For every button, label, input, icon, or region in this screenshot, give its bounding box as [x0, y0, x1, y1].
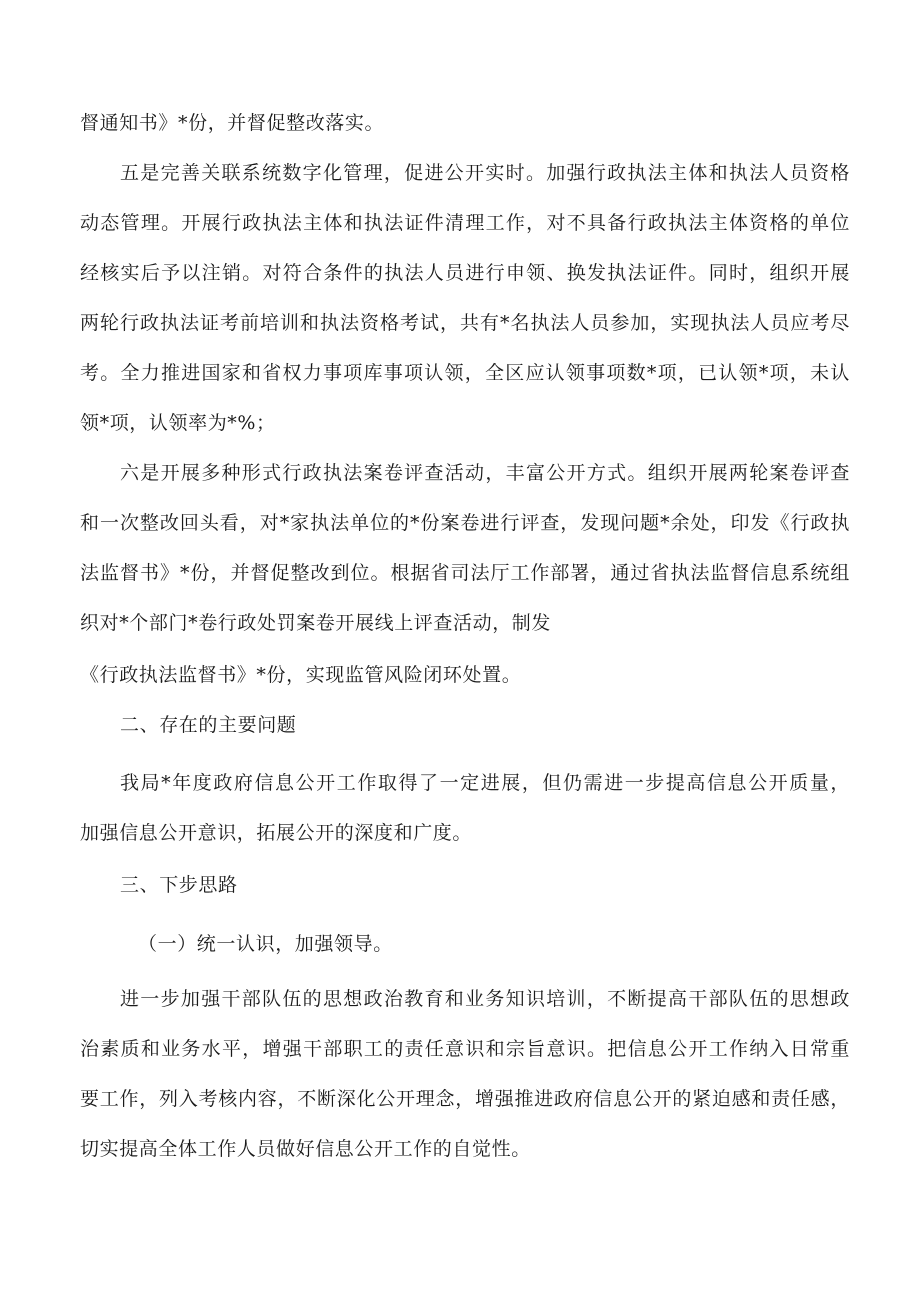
- text-line: 要工作，列入考核内容，不断深化公开理念，增强推进政府信息公开的紧迫感和责任感，: [80, 1088, 850, 1110]
- text-line: 动态管理。开展行政执法主体和执法证件清理工作，对不具备行政执法主体资格的单位: [80, 212, 850, 234]
- text-line: 织对*个部门*卷行政处罚案卷开展线上评查活动，制发: [80, 612, 552, 634]
- text-line: 六是开展多种形式行政执法案卷评查活动，丰富公开方式。组织开展两轮案卷评查: [120, 462, 850, 484]
- text-line: 五是完善关联系统数字化管理，促进公开实时。加强行政执法主体和执法人员资格: [120, 162, 850, 184]
- section-heading-problems: [80, 710, 850, 741]
- heading-text: 三、下步思路: [120, 874, 238, 896]
- heading-text: 二、存在的主要问题: [120, 714, 297, 736]
- paragraph-continuation-2: [80, 660, 850, 691]
- text-line: 领*项，认领率为*%；: [80, 412, 276, 434]
- heading-text: （一）统一认识，加强领导。: [138, 933, 393, 955]
- text-line: 和一次整改回头看，对*家执法单位的*份案卷进行评查，发现问题*余处，印发《行政执: [80, 512, 850, 534]
- text-line: 经核实后予以注销。对符合条件的执法人员进行申领、换发执法证件。同时，组织开展: [80, 262, 850, 284]
- text-line: 切实提高全体工作人员做好信息公开工作的自觉性。: [80, 1138, 531, 1160]
- text-line: 加强信息公开意识，拓展公开的深度和广度。: [80, 822, 473, 844]
- paragraph-unify: [80, 984, 850, 1165]
- text-line: 进一步加强干部队伍的思想政治教育和业务知识培训，不断提高干部队伍的思想政: [120, 988, 850, 1010]
- text-line: 我局*年度政府信息公开工作取得了一定进展，但仍需进一步提高信息公开质量，: [120, 772, 850, 794]
- text-line: 《行政执法监督书》*份，实现监管风险闭环处置。: [80, 664, 522, 686]
- paragraph-continuation: [80, 108, 850, 139]
- text-line: 督通知书》*份，并督促整改落实。: [80, 112, 385, 134]
- text-line: 考。全力推进国家和省权力事项库事项认领，全区应认领事项数*项，已认领*项，未认: [80, 362, 850, 384]
- text-line: 治素质和业务水平，增强干部职工的责任意识和宗旨意识。把信息公开工作纳入日常重: [80, 1038, 850, 1060]
- subsection-heading-unify: [80, 929, 850, 960]
- paragraph-point-five: [80, 158, 850, 439]
- paragraph-point-six: [80, 458, 850, 639]
- text-line: 法监督书》*份，并督促整改到位。根据省司法厅工作部署，通过省执法监督信息系统组: [80, 562, 850, 584]
- section-heading-next-steps: [80, 870, 850, 901]
- text-line: 两轮行政执法证考前培训和执法资格考试，共有*名执法人员参加，实现执法人员应考尽: [80, 312, 850, 334]
- paragraph-problems: [80, 768, 850, 849]
